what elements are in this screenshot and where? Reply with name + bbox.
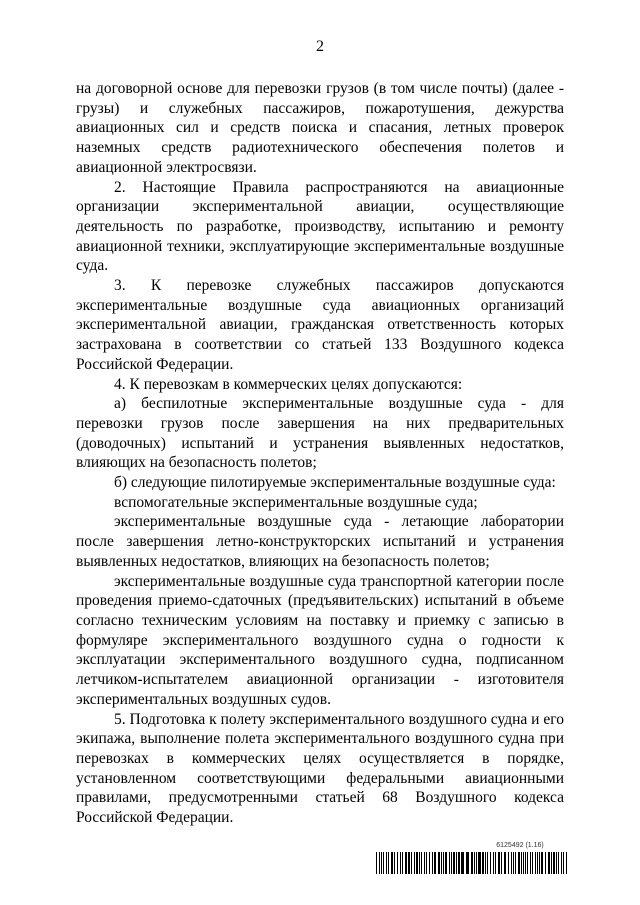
paragraph-item-2: 2. Настоящие Правила распространяются на авиационные организации экспериментальной авиации, осуществляющие деятельность по разработке, производству, испытанию и ремонту авиационной техники, эксплуатирующие экспериментальные воздушные суда.	[76, 178, 564, 275]
paragraph-item-4: 4. К перевозкам в коммерческих целях допускаются:	[114, 375, 463, 393]
paragraph-item-3: 3. К перевозке служебных пассажиров допускаются экспериментальные воздушные суда авиационных организаций экспериментальной авиации, гражданская ответственность которых застрахована в соответствии со статьей 133 Воздушного кодекса Российской Федерации.	[76, 277, 564, 373]
paragraph-item-5: 5. Подготовка к полету экспериментального воздушного судна и его экипажа, выполнение полета экспериментального воздушного судна при перевозках в коммерческих целях осуществляется в порядке, установленном соответствующими федеральными авиационными правилами, предусмотренными статьей 68 Воздушного кодекса Российской Федерации.	[76, 710, 564, 827]
paragraph-subitem-b: б) следующие пилотируемые экспериментальные воздушные суда:	[114, 474, 556, 492]
page-number: 2	[316, 38, 324, 55]
paragraph-list-transport: экспериментальные воздушные суда транспортной категории после проведения приемо-сдаточных (предъявительских) испытаний в объеме согласно техническим условиям на поставку и приемку с записью в формуляре экспериментального воздушного судна о годности к эксплуатации экспериментального воздушного судна, подписанном летчиком-испытателем авиационной организации - изготовителя экспериментальных воздушных судов.	[76, 572, 564, 708]
paragraph-subitem-a: а) беспилотные экспериментальные воздушные суда - для перевозки грузов после завершения на них предварительных (доводочных) испытаний и устранения выявленных недостатков, влияющих на безопасность полетов;	[76, 395, 564, 472]
paragraph-list-auxiliary: вспомогательные экспериментальные воздушные суда;	[114, 493, 478, 511]
barcode-icon	[376, 852, 567, 874]
document-code: 6125492 (1.16)	[496, 842, 544, 849]
paragraph-continuation: на договорной основе для перевозки грузов (в том числе почты) (далее - грузы) и служебных пассажиров, пожаротушения, дежурства авиационных сил и средств поиска и спасания, летных проверок наземных средств радиотехнического обеспечения полетов и авиационной электросвязи.	[76, 80, 564, 176]
document-body	[76, 79, 564, 828]
paragraph-list-flying-labs: экспериментальные воздушные суда - летающие лаборатории после завершения летно-конструкторских испытаний и устранения выявленных недостатков, влияющих на безопасность полетов;	[76, 513, 564, 570]
